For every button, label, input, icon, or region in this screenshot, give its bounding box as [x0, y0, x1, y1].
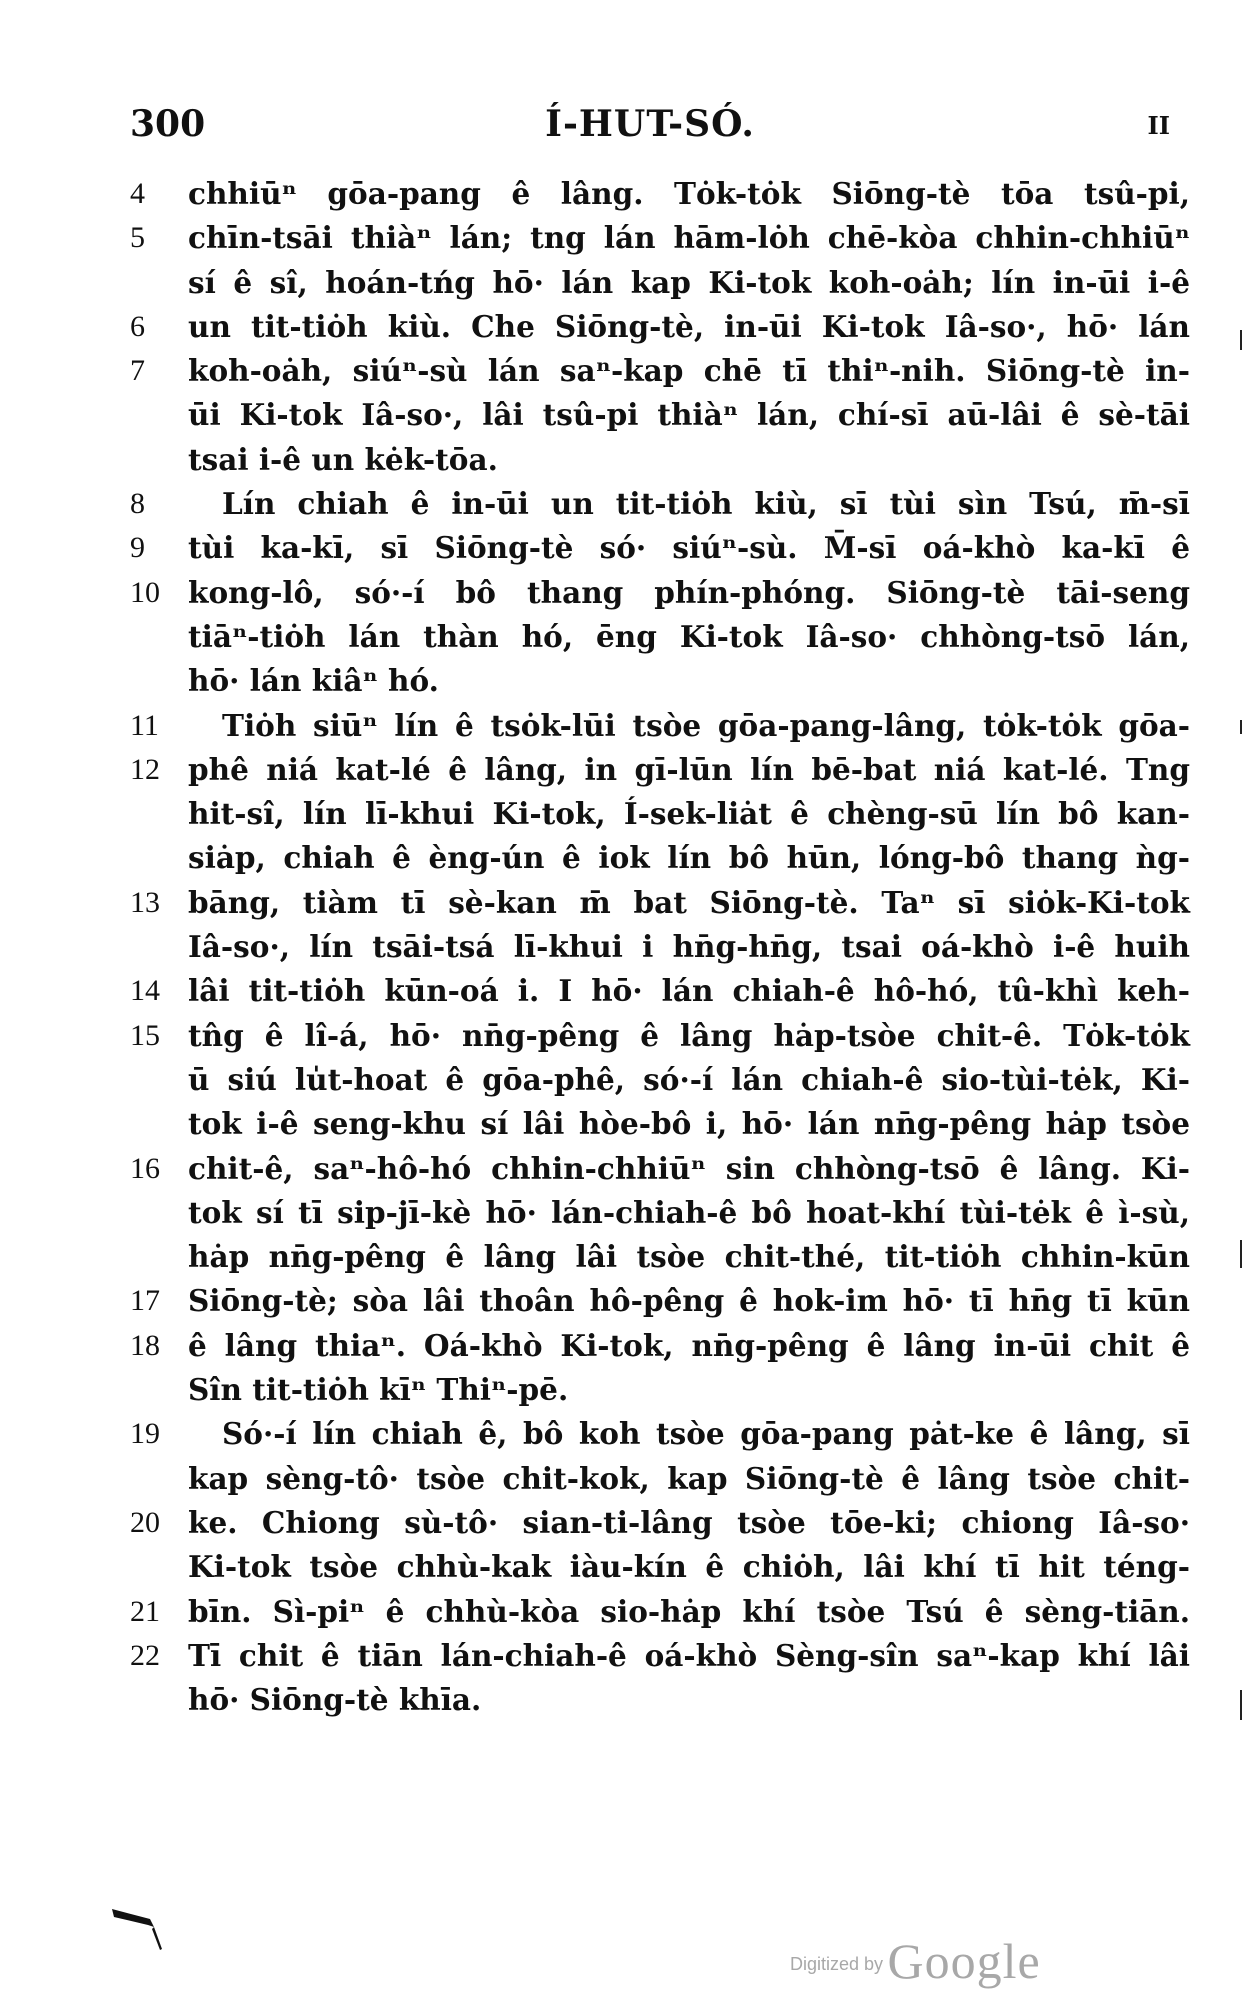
line-text: un tit-tiȯh kiù. Che Siōng-tè, in-ūi Ki-tok Iâ-so·, hō· lán [188, 308, 1190, 344]
text-line [130, 969, 1190, 1013]
text-line [130, 704, 1190, 748]
line-text: tok i-ê seng-khu sí lâi hòe-bô i, hō· lán nn̄g-pêng hȧp tsòe [188, 1106, 1190, 1142]
running-title: Í-HUT-SÓ. [545, 103, 755, 145]
line-text: hȧp nn̄g-pêng ê lâng lâi tsòe chit-thé, tit-tiȯh chhin-kūn [188, 1239, 1190, 1275]
text-line [130, 1678, 1190, 1722]
text-line [130, 216, 1190, 260]
verse-number: 11 [130, 708, 159, 742]
line-text: tùi ka-kī, sī Siōng-tè só· siúⁿ-sù. M̄-sī oá-khò ka-kī ê [188, 530, 1190, 566]
text-line [130, 1147, 1190, 1191]
text-line [130, 792, 1190, 836]
text-line [130, 1324, 1190, 1368]
line-text: Lín chiah ê in-ūi un tit-tiȯh kiù, sī tùi sìn Tsú, m̄-sī [222, 486, 1190, 522]
text-line [130, 1368, 1190, 1412]
line-text: tn̂g ê lî-á, hō· nn̄g-pêng ê lâng hȧp-tsòe chit-ê. Tȯk-tȯk [188, 1017, 1190, 1053]
line-text: hit-sî, lín lī-khui Ki-tok, Í-sek-liȧt ê chèng-sū lín bô kan- [188, 796, 1190, 832]
text-line [130, 1235, 1190, 1279]
scan-margin-mark [1240, 330, 1242, 350]
text-line [130, 1279, 1190, 1323]
line-text: bīn. Sì-piⁿ ê chhù-kòa sio-hȧp khí tsòe Tsú ê sèng-tiān. [188, 1593, 1190, 1629]
line-text: chhiūⁿ gōa-pang ê lâng. Tȯk-tȯk Siōng-tè tōa tsû-pi, [188, 176, 1190, 211]
verse-number: 20 [130, 1505, 160, 1539]
verse-number: 5 [130, 221, 145, 255]
text-line [130, 1191, 1190, 1235]
text-line [130, 1457, 1190, 1501]
line-text: Iâ-so·, lín tsāi-tsá lī-khui i hn̄g-hn̄g, tsai oá-khò i-ê huih [188, 929, 1190, 965]
line-text: tok sí tī sip-jī-kè hō· lán-chiah-ê bô hoat-khí tùi-tėk ê ì-sù, [188, 1194, 1190, 1230]
line-text: chīn-tsāi thiàⁿ lán; tng lán hām-lȯh chē-kòa chhin-chhiūⁿ [188, 220, 1190, 256]
chapter-numeral: II [1147, 111, 1170, 140]
google-logo: Google [887, 1933, 1041, 1989]
text-line [130, 349, 1190, 393]
line-text: lâi tit-tiȯh kūn-oá i. I hō· lán chiah-ê hô-hó, tû-khì keh- [188, 973, 1190, 1009]
line-text: Só·-í lín chiah ê, bô koh tsòe gōa-pang pȧt-ke ê lâng, sī [222, 1416, 1190, 1452]
verse-number: 4 [130, 177, 145, 210]
verse-number: 18 [130, 1328, 160, 1362]
text-line [130, 1590, 1190, 1634]
verse-number: 7 [130, 354, 145, 388]
text-line [130, 1545, 1190, 1589]
page-number: 300 [130, 103, 206, 145]
line-text: kap sèng-tô· tsòe chit-kok, kap Siōng-tè ê lâng tsòe chit- [188, 1460, 1190, 1496]
text-line [130, 305, 1190, 349]
line-text: siȧp, chiah ê èng-ún ê iok lín bô hūn, lóng-bô thang ǹg- [188, 840, 1190, 876]
line-text: hō· lán kiâⁿ hó. [188, 663, 439, 699]
verse-number: 15 [130, 1018, 160, 1052]
text-line [130, 1501, 1190, 1545]
scan-margin-mark [1240, 720, 1242, 734]
line-text: Tī chit ê tiān lán-chiah-ê oá-khò Sèng-sîn saⁿ-kap khí lâi [188, 1637, 1190, 1673]
line-text: ūi Ki-tok Iâ-so·, lâi tsû-pi thiàⁿ lán, chí-sī aū-lâi ê sè-tāi [188, 397, 1190, 433]
line-text: tiāⁿ-tiȯh lán thàn hó, ēng Ki-tok Iâ-so· chhòng-tsō lán, [188, 618, 1190, 654]
text-line [130, 836, 1190, 880]
verse-number: 8 [130, 487, 145, 521]
scan-margin-mark [1240, 1690, 1242, 1720]
text-line [130, 393, 1190, 437]
line-text: Sîn tit-tiȯh kīⁿ Thiⁿ-pē. [188, 1372, 569, 1408]
watermark-prefix: Digitized by [790, 1954, 884, 1974]
text-line [130, 172, 1190, 216]
line-text: ê lâng thiaⁿ. Oá-khò Ki-tok, nn̄g-pêng ê lâng in-ūi chit ê [188, 1327, 1190, 1363]
verse-number: 10 [130, 575, 160, 609]
line-text: bāng, tiàm tī sè-kan m̄ bat Siōng-tè. Taⁿ sī siȯk-Ki-tok [188, 884, 1190, 920]
verse-number: 22 [130, 1638, 160, 1672]
text-line [130, 881, 1190, 925]
text-line [130, 615, 1190, 659]
verse-number: 9 [130, 531, 145, 565]
verse-number: 16 [130, 1151, 160, 1185]
line-text: hō· Siōng-tè khīa. [188, 1682, 482, 1718]
line-text: sí ê sî, hoán-tńg hō· lán kap Ki-tok koh-oȧh; lín in-ūi i-ê [188, 264, 1190, 300]
text-line [130, 482, 1190, 526]
line-text: Siōng-tè; sòa lâi thoân hô-pêng ê hok-im hō· tī hn̄g tī kūn [188, 1283, 1190, 1319]
digitized-watermark [790, 1932, 1041, 1990]
line-text: ke. Chiong sù-tô· sian-ti-lâng tsòe tōe-ki; chiong Iâ-so· [188, 1504, 1190, 1540]
text-line [130, 526, 1190, 570]
verse-number: 14 [130, 974, 160, 1008]
line-text: Ki-tok tsòe chhù-kak iàu-kín ê chiȯh, lâi khí tī hit téng- [188, 1549, 1190, 1585]
line-text: koh-oȧh, siúⁿ-sù lán saⁿ-kap chē tī thiⁿ-nih. Siōng-tè in- [188, 353, 1190, 389]
page-header [130, 103, 1170, 153]
text-line [130, 925, 1190, 969]
ink-smudge-mark [110, 1905, 180, 1955]
text-line [130, 1102, 1190, 1146]
verse-number: 13 [130, 885, 160, 919]
line-text: chit-ê, saⁿ-hô-hó chhin-chhiūⁿ sin chhòng-tsō ê lâng. Ki- [188, 1150, 1190, 1186]
text-line [130, 1014, 1190, 1058]
text-line [130, 1058, 1190, 1102]
verse-number: 12 [130, 752, 160, 786]
verse-number: 6 [130, 309, 145, 343]
line-text: kong-lô, só·-í bô thang phín-phóng. Siōng-tè tāi-seng [188, 574, 1190, 610]
line-text: tsai i-ê un kėk-tōa. [188, 441, 498, 477]
scan-margin-mark [1240, 1240, 1242, 1268]
line-text: Tiȯh siūⁿ lín ê tsȯk-lūi tsòe gōa-pang-lâng, tȯk-tȯk gōa- [222, 707, 1190, 743]
line-text: phê niá kat-lé ê lâng, in gī-lūn lín bē-bat niá kat-lé. Tng [188, 751, 1190, 787]
text-line [130, 571, 1190, 615]
verse-number: 17 [130, 1284, 160, 1318]
verse-number: 21 [130, 1594, 160, 1628]
text-line [130, 261, 1190, 305]
scripture-text-block [130, 172, 1190, 1722]
text-line [130, 438, 1190, 482]
verse-number: 19 [130, 1417, 160, 1451]
text-line [130, 748, 1190, 792]
text-line [130, 1634, 1190, 1678]
line-text: ū siú lu̍t-hoat ê gōa-phê, só·-í lán chiah-ê sio-tùi-tėk, Ki- [188, 1061, 1190, 1097]
text-line [130, 1412, 1190, 1456]
text-line [130, 659, 1190, 703]
